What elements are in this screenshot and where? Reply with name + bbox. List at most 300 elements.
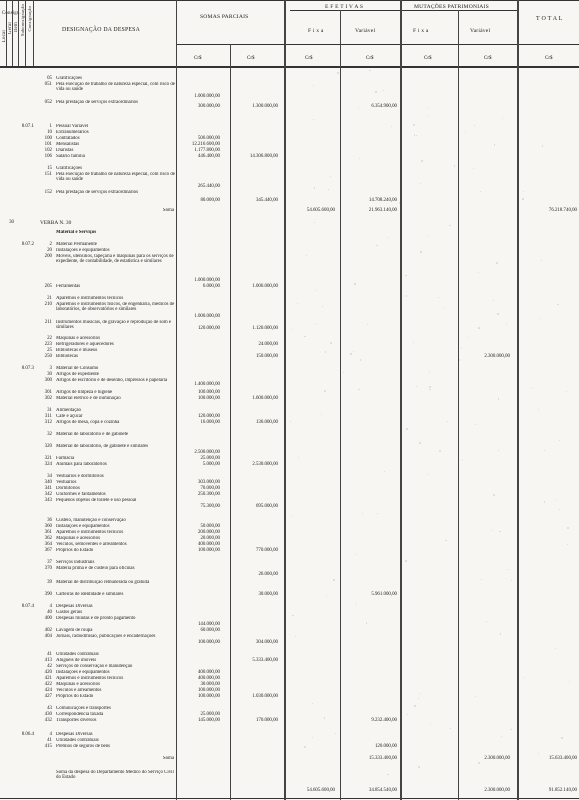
- scan-speck: [292, 615, 293, 616]
- row-subconsignacao: 424: [44, 688, 52, 693]
- scan-speck: [510, 729, 511, 730]
- row-subconsignacao: 302: [44, 396, 52, 401]
- row-subconsignacao: 312: [44, 420, 52, 425]
- row-value-n4: 15.333.400,00: [368, 756, 397, 761]
- row-value-n1: 120.000,00: [197, 414, 220, 419]
- scan-speck: [450, 728, 451, 729]
- row-value-n1: 16.000,00: [200, 420, 220, 425]
- scan-speck: [291, 516, 292, 517]
- row-value-n2: 30.000,00: [258, 592, 278, 597]
- row-subconsignacao: 362: [44, 536, 52, 541]
- table-row: [0, 378, 579, 387]
- row-value-n1: 100.000,00: [197, 640, 220, 645]
- row-subconsignacao: 341: [44, 486, 52, 491]
- scan-speck: [475, 424, 476, 425]
- row-description: Animais para laboratórios: [56, 462, 107, 467]
- row-subconsignacao: 430: [44, 712, 52, 717]
- row-value-n1: 50.000,00: [200, 524, 220, 529]
- scan-speck: [467, 337, 468, 338]
- currency-col6: Cr$: [484, 56, 492, 61]
- row-value-n6: 15.633.400,00: [548, 756, 577, 761]
- scan-speck: [462, 459, 463, 460]
- row-code: 8.07.3: [21, 366, 34, 371]
- scan-speck: [304, 336, 305, 337]
- row-value-n1: 100.000,00: [197, 694, 220, 699]
- row-value-n1: 25.000,00: [200, 456, 220, 461]
- scan-speck: [414, 705, 416, 707]
- row-subconsignacao: 41: [47, 738, 52, 743]
- scan-speck: [369, 70, 370, 71]
- row-subconsignacao: 301: [44, 390, 52, 395]
- scan-speck: [427, 474, 428, 475]
- row-value-n1: 145.000,00: [197, 718, 220, 723]
- scan-speck: [559, 440, 560, 441]
- row-subconsignacao: 343: [44, 498, 52, 503]
- side-label-consignacao: Consignação: [27, 6, 32, 32]
- table-row: [0, 230, 579, 236]
- scan-speck: [333, 579, 335, 581]
- row-value-n1: 446.400,00: [197, 154, 220, 159]
- row-value-n1: 100.000,00: [197, 548, 220, 553]
- row-description: Ferramentas: [56, 284, 81, 289]
- scan-speck: [387, 237, 389, 239]
- scan-speck: [314, 222, 315, 223]
- row-description: Jornais, radiodifusão, publicações e encadernações: [56, 634, 156, 639]
- scan-speck: [478, 762, 480, 764]
- row-value-n1: 70.000,00: [200, 486, 220, 491]
- table-row: [0, 756, 579, 762]
- row-subconsignacao: 421: [44, 676, 52, 681]
- scan-speck: [496, 262, 498, 264]
- table-row: [0, 320, 579, 331]
- table-row: [0, 694, 579, 700]
- scan-speck: [406, 428, 408, 430]
- row-value-n1: 100.000,00: [197, 688, 220, 693]
- row-value-n1: 1.000.000,00: [194, 94, 220, 99]
- scan-speck: [429, 386, 431, 388]
- scan-speck: [447, 421, 448, 422]
- row-description: Aparelhos e instrumentos físicos, de engenharia, médicos de laboratórios, de observatórios e similares: [56, 302, 175, 313]
- row-description: Instalações e equipamentos: [56, 248, 110, 253]
- row-description: Serviços industriais: [56, 560, 95, 565]
- row-subconsignacao: 364: [44, 542, 52, 547]
- row-value-n1: 120.000,00: [197, 326, 220, 331]
- scan-speck: [362, 513, 363, 514]
- scan-speck: [541, 260, 542, 261]
- row-subconsignacao: 361: [44, 530, 52, 535]
- row-description: Aparelhos e instrumentos técnicos: [56, 676, 124, 681]
- row-value-n1: 144.000,00: [197, 622, 220, 627]
- row-value-n1: 265.440,00: [197, 184, 220, 189]
- row-subconsignacao: 10: [47, 130, 52, 135]
- table-row: [0, 154, 579, 160]
- row-description: Artigos de limpeza e higiene: [56, 390, 113, 395]
- row-description: Material e Serviços: [56, 230, 97, 235]
- scan-speck: [523, 191, 524, 192]
- scan-speck: [473, 168, 474, 169]
- row-value-n2: 5.333.400,00: [252, 658, 278, 663]
- row-description: Próprios do Estado: [56, 548, 94, 553]
- row-value-n2: 1.006.000,00: [252, 284, 278, 289]
- row-value-n4: 14.708.240,00: [368, 198, 397, 203]
- scan-speck: [544, 450, 545, 451]
- currency-col2: Cr$: [247, 56, 255, 61]
- scan-speck: [481, 579, 482, 580]
- table-row: [0, 208, 579, 214]
- table-row: [0, 592, 579, 598]
- row-description: Despesas miúdas e de pronto pagamento: [56, 616, 136, 621]
- col-line: [12, 0, 13, 66]
- scan-speck: [498, 398, 499, 399]
- row-description: Próprios do Estado: [56, 694, 94, 699]
- row-subconsignacao: 40: [47, 610, 52, 615]
- scan-speck: [439, 450, 441, 452]
- row-subconsignacao: 390: [44, 592, 52, 597]
- header-efetivas: E F E T I V A S: [325, 4, 364, 10]
- row-value-n1: 1.000.000,00: [194, 278, 220, 283]
- row-description: Gratificações: [56, 166, 83, 171]
- scan-speck: [416, 386, 417, 387]
- row-subconsignacao: 43: [47, 706, 52, 711]
- row-subconsignacao: 311: [44, 414, 52, 419]
- scan-speck: [445, 540, 446, 541]
- scan-speck: [335, 733, 336, 734]
- scan-speck: [493, 300, 494, 301]
- row-description: Despesas Diversas: [56, 604, 93, 609]
- scan-speck: [298, 457, 299, 458]
- row-value-n2: 14.306.800,00: [249, 154, 278, 159]
- scan-speck: [359, 158, 360, 159]
- currency-col7: Cr$: [545, 56, 553, 61]
- scan-speck: [314, 187, 315, 188]
- row-description: Gastos gerais: [56, 610, 83, 615]
- row-description: Salário família: [56, 154, 85, 159]
- row-description: Soma: [162, 756, 174, 761]
- row-subconsignacao: 05: [47, 76, 52, 81]
- row-subconsignacao: 210: [44, 302, 52, 307]
- row-value-n3: 54.605.600,00: [306, 788, 335, 793]
- scan-speck: [420, 183, 421, 184]
- row-description: Contratados: [56, 136, 80, 141]
- scan-speck: [494, 144, 495, 145]
- table-row: [0, 580, 579, 586]
- row-description: Pela execução de trabalho de natureza especial, com risco de vida ou saúde: [56, 82, 175, 93]
- row-description: Gratificações: [56, 76, 83, 81]
- row-subconsignacao: 360: [44, 524, 52, 529]
- scan-speck: [461, 347, 462, 348]
- row-subconsignacao: 324: [44, 462, 52, 467]
- row-description: Máquinas e acessórios: [56, 336, 101, 341]
- scan-speck: [538, 753, 539, 754]
- row-value-n1: 400.000,00: [197, 670, 220, 675]
- scan-speck: [366, 622, 368, 624]
- row-subconsignacao: 250: [44, 354, 52, 359]
- table-row: [0, 432, 579, 438]
- row-description: Serviços de conservação e manutenção: [56, 664, 133, 669]
- row-value-n2: 150.000,00: [255, 354, 278, 359]
- col-line: [33, 0, 34, 66]
- row-description: Pela prestação de serviços extraordinários: [56, 190, 139, 195]
- side-label-local: Local: [2, 30, 7, 43]
- scan-speck: [377, 513, 378, 514]
- row-value-n1: 200.000,00: [197, 530, 220, 535]
- table-row: [0, 302, 579, 319]
- row-description: Utilidades contratuais: [56, 738, 99, 743]
- row-description: Dormitórios: [56, 486, 80, 491]
- row-description: Comunicações e transportes: [56, 706, 111, 711]
- row-subconsignacao: 101: [44, 142, 52, 147]
- row-value-n1: 300.000,00: [197, 104, 220, 109]
- row-description: Artigos de expediente: [56, 372, 99, 377]
- table-row: [0, 744, 579, 750]
- scan-speck: [566, 391, 567, 392]
- row-description: Artigos de mesa, copa e cozinha: [56, 420, 120, 425]
- scan-speck: [559, 509, 560, 510]
- scan-speck: [297, 303, 298, 304]
- row-value-n2: 26.000,00: [258, 572, 278, 577]
- row-description: Custeio, manutenção e conservação: [56, 518, 126, 523]
- row-value-n2: 1.600.000,00: [252, 396, 278, 401]
- row-subconsignacao: 31: [47, 408, 52, 413]
- row-code: 30: [9, 220, 14, 225]
- scan-speck: [443, 308, 444, 309]
- row-description: Móveis, utensílios, tapeçaria e máquinas para os serviços de expediente, de contabilidade, de estatística e similares: [56, 254, 174, 265]
- header-total: T O T A L: [536, 16, 563, 22]
- row-value-n1: 2.500.000,00: [194, 450, 220, 455]
- header-mutacoes: MUTAÇÕES PATRIMONIAIS: [414, 4, 489, 10]
- row-description: Aparelhos e instrumentos técnicos: [56, 530, 124, 535]
- row-description: Lavagem de roupa: [56, 628, 93, 633]
- row-description: Máquinas e acessórios: [56, 682, 101, 687]
- row-subconsignacao: 41: [47, 652, 52, 657]
- row-subconsignacao: 400: [44, 616, 52, 621]
- scan-speck: [567, 527, 569, 529]
- scan-speck: [523, 677, 524, 678]
- row-subconsignacao: 39: [47, 580, 52, 585]
- row-value-n2: 695.000,00: [255, 504, 278, 509]
- rule-top: [0, 0, 579, 1]
- row-description: Instalações e equipamentos: [56, 524, 110, 529]
- row-subconsignacao: 211: [44, 320, 52, 325]
- rule-header-bottom: [0, 66, 579, 68]
- header-fixa-efetivas: F i x a: [308, 28, 324, 34]
- scan-speck: [497, 313, 499, 315]
- row-description: Material Permanente: [56, 242, 97, 247]
- row-subconsignacao: 151: [44, 172, 52, 177]
- row-code: 8.07.4: [21, 604, 34, 609]
- row-subconsignacao: 340: [44, 480, 52, 485]
- row-description: Alimentação: [56, 408, 81, 413]
- row-description: Artigos de escritório e de desenho, impressos e papelaria: [56, 378, 168, 383]
- scan-speck: [555, 648, 556, 649]
- scan-speck: [478, 272, 479, 273]
- row-description: Refrigeradores e aquecedores: [56, 342, 114, 347]
- scan-speck: [384, 471, 385, 472]
- row-subconsignacao: 404: [44, 634, 52, 639]
- row-description: Pela prestação de serviços extraordinários: [56, 100, 139, 105]
- table-row: [0, 396, 579, 402]
- row-code: 8.07.1: [21, 124, 34, 129]
- row-value-n2: 136.000,00: [255, 420, 278, 425]
- row-value-n1: 250.300,00: [197, 492, 220, 497]
- row-description: Soma: [162, 208, 174, 213]
- row-subconsignacao: 20: [47, 248, 52, 253]
- row-subconsignacao: 342: [44, 492, 52, 497]
- row-description: Café e açúcar: [56, 414, 83, 419]
- row-description: Bibliotecas e museus: [56, 348, 98, 353]
- row-value-n2: 770.000,00: [255, 548, 278, 553]
- row-value-n2: 1.300.000,00: [252, 104, 278, 109]
- row-value-n2: 1.030.000,00: [252, 694, 278, 699]
- scan-speck: [330, 342, 332, 344]
- row-subconsignacao: 25: [47, 348, 52, 353]
- table-row: [0, 172, 579, 189]
- header-somas-parciais: SOMAS PARCIAIS: [200, 14, 249, 20]
- row-value-n1: 400.000,00: [197, 542, 220, 547]
- row-value-n2: 2.530.000,00: [252, 462, 278, 467]
- scan-speck: [337, 72, 339, 74]
- row-subconsignacao: 30: [47, 372, 52, 377]
- header-consign: Consign.: [2, 11, 21, 16]
- row-description: Carteiras de identidade e similares: [56, 592, 124, 597]
- scan-speck: [418, 766, 420, 768]
- table-row: [0, 548, 579, 554]
- row-value-n1: 25.000,00: [200, 712, 220, 717]
- scan-speck: [350, 353, 352, 355]
- row-subconsignacao: 1: [49, 124, 52, 129]
- row-subconsignacao: 4: [49, 732, 52, 737]
- row-description: VERBA N. 30: [40, 220, 72, 226]
- scan-speck: [538, 409, 539, 410]
- row-subconsignacao: 4: [49, 604, 52, 609]
- row-value-n4: 6.354.900,00: [371, 104, 397, 109]
- row-subconsignacao: 205: [44, 284, 52, 289]
- row-subconsignacao: 22: [47, 336, 52, 341]
- header-variavel-efetivas: Variável: [355, 28, 376, 34]
- row-subconsignacao: 420: [44, 670, 52, 675]
- scan-speck: [405, 560, 407, 562]
- row-description: Prêmios de seguros de bens: [56, 744, 111, 749]
- table-row: [0, 220, 579, 226]
- row-description: Material de Consumo: [56, 366, 99, 371]
- row-subconsignacao: 370: [44, 566, 52, 571]
- row-code: 8.06.4: [21, 732, 34, 737]
- row-subconsignacao: 37: [47, 560, 52, 565]
- scan-speck: [416, 135, 417, 136]
- row-subconsignacao: 15: [47, 166, 52, 171]
- scan-speck: [324, 390, 326, 392]
- row-value-n2: 1.120.000,00: [252, 326, 278, 331]
- row-subconsignacao: 051: [44, 82, 52, 87]
- table-row: [0, 82, 579, 99]
- scan-speck: [428, 107, 429, 108]
- row-value-n1: 1.177.800,00: [194, 148, 220, 153]
- row-description: Utilidades contratuais: [56, 652, 99, 657]
- scan-speck: [419, 693, 420, 694]
- row-subconsignacao: 422: [44, 682, 52, 687]
- side-label-subconsignacao: Subconsignação: [20, 4, 25, 37]
- row-subconsignacao: 300: [44, 378, 52, 383]
- row-subconsignacao: 106: [44, 154, 52, 159]
- scan-speck: [405, 275, 407, 277]
- table-row: [0, 616, 579, 627]
- row-subconsignacao: 223: [44, 342, 52, 347]
- row-description: Material de laboratório, de gabinete e similares: [56, 444, 149, 449]
- row-description: Pessoal Variável: [56, 124, 89, 129]
- row-subconsignacao: 415: [44, 744, 52, 749]
- scan-speck: [356, 605, 357, 606]
- scan-speck: [522, 198, 523, 199]
- scan-speck: [502, 118, 503, 119]
- table-row: [0, 566, 579, 577]
- side-label-item: Item: [14, 22, 19, 32]
- row-value-n1: 80.000,00: [200, 198, 220, 203]
- row-subconsignacao: 100: [44, 136, 52, 141]
- row-subconsignacao: 320: [44, 444, 52, 449]
- scan-speck: [356, 554, 357, 555]
- scan-speck: [539, 318, 540, 319]
- scan-speck: [420, 251, 422, 253]
- row-description: Vestuários: [56, 480, 77, 485]
- row-description: Instrumentos musicais, de gravação e reprodução de som e similares: [56, 320, 172, 331]
- row-value-n3: 54.605.600,00: [306, 208, 335, 213]
- scan-speck: [353, 351, 354, 352]
- row-subconsignacao: 367: [44, 548, 52, 553]
- row-description: Veículos e arreamentos: [56, 688, 102, 693]
- row-subconsignacao: 052: [44, 100, 52, 105]
- row-value-n1: 12.216.600,00: [191, 142, 220, 147]
- scan-speck: [493, 494, 495, 496]
- table-row: [0, 634, 579, 645]
- scan-speck: [556, 499, 557, 500]
- row-description: Mensalistas: [56, 142, 80, 147]
- row-description: Matéria prima e de custeio para oficinas: [56, 566, 135, 571]
- row-value-n4: 21.963.140,00: [368, 208, 397, 213]
- row-value-n1: 60.000,00: [200, 628, 220, 633]
- row-description: Transportes diversos: [56, 718, 97, 723]
- row-description: Farmácia: [56, 456, 75, 461]
- row-description: Diaristas: [56, 148, 74, 153]
- scan-speck: [557, 304, 558, 305]
- row-value-n1: 100.000,00: [197, 390, 220, 395]
- scan-speck: [328, 189, 329, 190]
- row-description: Pela execução de trabalho de natureza especial, com risco de vida ou saúde: [56, 172, 175, 183]
- row-value-n4: 120.000,00: [374, 744, 397, 749]
- header-fixa-mutacoes: F i x a: [413, 28, 429, 34]
- scan-speck: [375, 91, 376, 92]
- row-value-n2: 24.000,00: [258, 342, 278, 347]
- row-value-n1: 75.300,00: [200, 504, 220, 509]
- scan-speck: [406, 295, 408, 297]
- row-value-n1: 303.000,00: [197, 480, 220, 485]
- row-value-n1: 6.000,00: [202, 284, 220, 289]
- row-value-n1: 1.000.000,00: [194, 314, 220, 319]
- row-description: Instalações e equipamentos: [56, 670, 110, 675]
- row-description: Vestuários e dormitórios: [56, 474, 104, 479]
- row-description: Aparelhos e instrumentos técnicos: [56, 296, 124, 301]
- rule-bottom: [0, 798, 579, 799]
- scan-speck: [419, 442, 421, 444]
- row-subconsignacao: 2: [49, 242, 52, 247]
- scan-speck: [532, 388, 533, 389]
- row-value-n4: 9.232.400,00: [371, 718, 397, 723]
- scan-speck: [383, 90, 384, 91]
- row-value-n4: 34.854.540,00: [368, 788, 397, 793]
- table-row: [0, 498, 579, 509]
- row-description: Veículos, semoventes e arreamentos: [56, 542, 127, 547]
- row-subconsignacao: 32: [47, 432, 52, 437]
- row-description: Pequenos objetos de toilete e uso pessoal: [56, 498, 137, 503]
